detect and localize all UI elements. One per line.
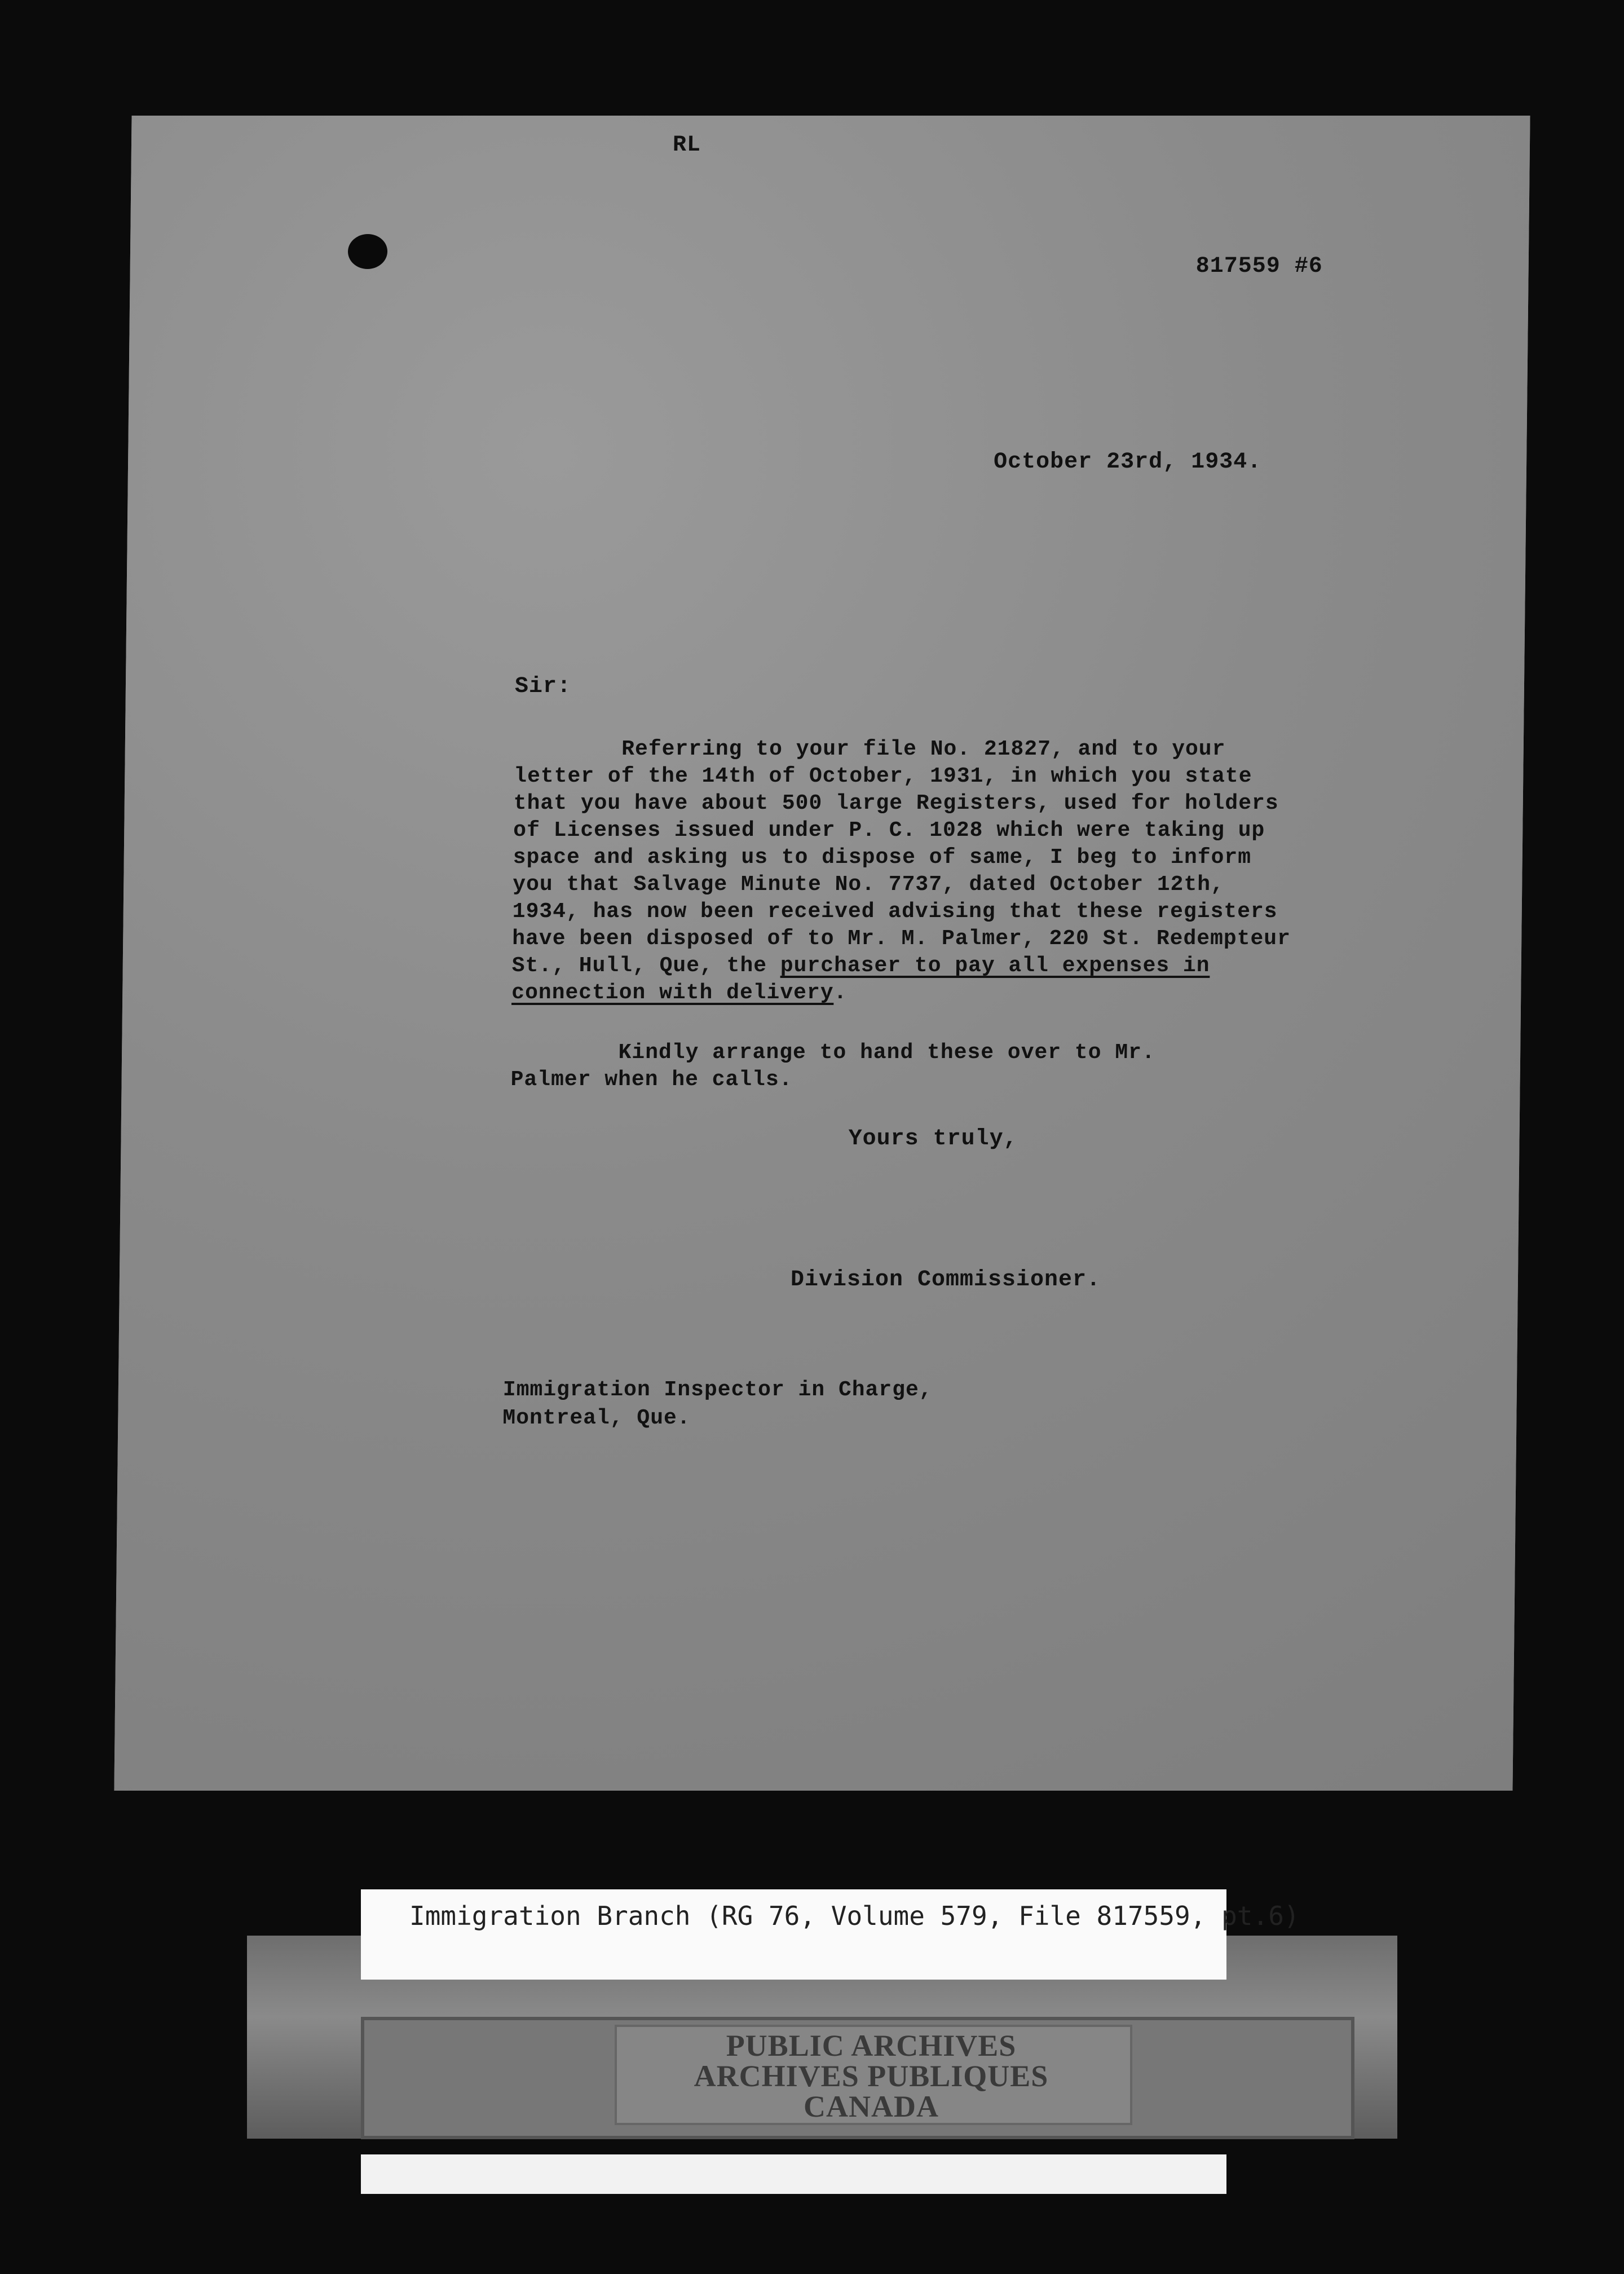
- caption-text: Immigration Branch (RG 76, Volume 579, File 817559, pt.6): [409, 1901, 1300, 1931]
- body-line: Palmer when he calls.: [510, 1068, 793, 1092]
- body-line-underlined: [511, 981, 848, 1005]
- caption-label-bottom: [361, 2154, 1226, 2194]
- underlined-text: connection with delivery: [511, 981, 834, 1005]
- body-line: you that Salvage Minute No. 7737, dated October 12th,: [513, 872, 1225, 897]
- body-line-underlined: [512, 954, 1210, 978]
- addressee-line: Montreal, Que.: [502, 1406, 691, 1430]
- stamp-line: ARCHIVES PUBLIQUES: [694, 2059, 1049, 2093]
- addressee-line: Immigration Inspector in Charge,: [502, 1378, 933, 1402]
- body-line: space and asking us to dispose of same, I beg to inform: [513, 845, 1252, 870]
- body-line: that you have about 500 large Registers, used for holders: [513, 791, 1279, 816]
- signature-title: Division Commissioner.: [790, 1267, 1101, 1293]
- file-number: 817559 #6: [1195, 254, 1323, 279]
- letter-date: October 23rd, 1934.: [993, 449, 1262, 475]
- letter-page: [114, 116, 1530, 1791]
- salutation: Sir:: [514, 674, 572, 699]
- body-line: Kindly arrange to hand these over to Mr.: [510, 1041, 1155, 1065]
- stamp-line: PUBLIC ARCHIVES: [726, 2029, 1017, 2063]
- body-line: have been disposed of to Mr. M. Palmer, 220 St. Redempteur: [512, 927, 1291, 951]
- punch-hole: [348, 234, 388, 269]
- body-text: St., Hull, Que, the: [511, 954, 781, 978]
- body-line: of Licenses issued under P. C. 1028 which were taking up: [513, 818, 1265, 843]
- body-line: 1934, has now been received advising that these registers: [512, 900, 1278, 924]
- stamp-line: CANADA: [804, 2090, 939, 2123]
- body-line: letter of the 14th of October, 1931, in which you state: [514, 764, 1252, 788]
- closing: Yours truly,: [848, 1126, 1018, 1152]
- underlined-text: purchaser to pay all expenses in: [780, 954, 1210, 978]
- body-line: Referring to your file No. 21827, and to your: [514, 737, 1226, 761]
- typist-initials: RL: [672, 133, 701, 158]
- body-text: .: [833, 981, 848, 1005]
